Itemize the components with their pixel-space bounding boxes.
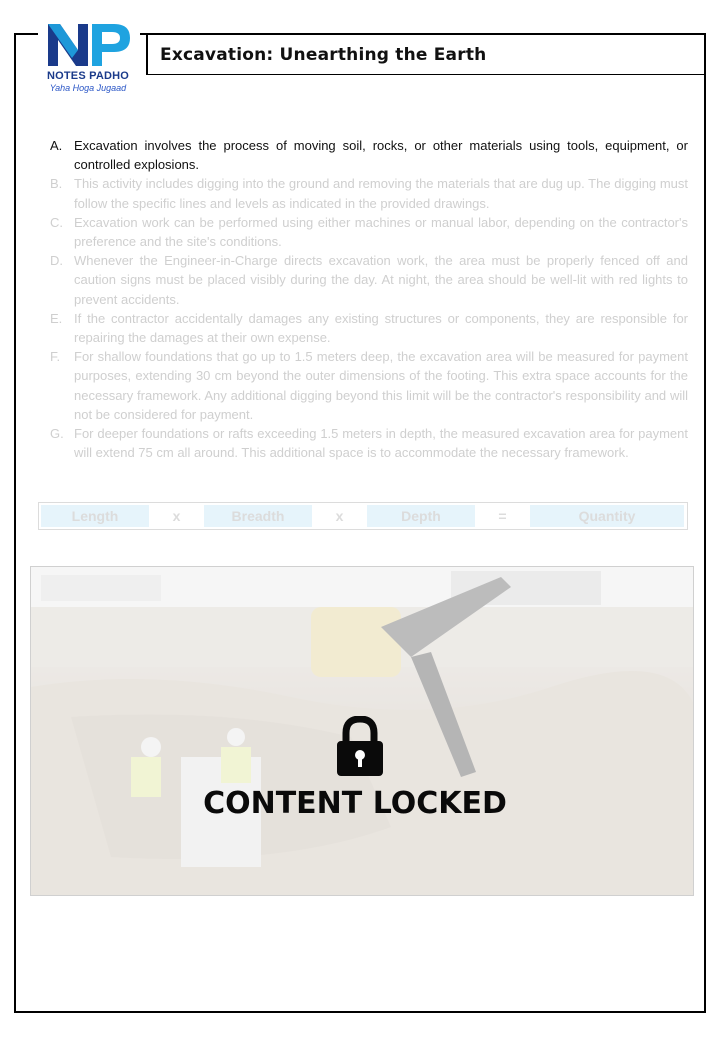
formula-breadth: Breadth [204,505,312,527]
list-marker: A. [50,138,63,153]
list-marker: F. [50,349,61,365]
content-list [50,136,688,462]
list-item-text: Excavation involves the process of moving soil, rocks, or other materials using tools, equipment, or controlled explosions. [74,138,688,173]
brand-logo [38,20,140,94]
list-item-text: Whenever the Engineer-in-Charge directs excavation work, the area must be properly fenced off and caution signs must be placed visibly during the day. At night, the area should be well-lit with red lights to prevent accidents. [74,253,688,307]
brand-name: NOTES PADHO [46,70,130,82]
formula-multiply-1: x [172,508,181,524]
list-item-text: For shallow foundations that go up to 1.5 meters deep, the excavation area will be measured for payment purposes, extending 30 cm beyond the outer dimensions of the footing. This extra space accounts for the necessary framework. Any additional digging beyond this limit will be the contractor's responsibility and will not be considered for payment. [74,349,688,422]
list-marker: G. [50,426,64,442]
brand-tagline: Yaha Hoga Jugaad [49,83,127,93]
list-item [50,309,688,347]
formula-depth: Depth [367,505,475,527]
list-item [50,213,688,251]
list-item-text: This activity includes digging into the ground and removing the materials that are dug up. The digging must follow the specific lines and levels as indicated in the provided drawings. [74,176,688,211]
list-item-text: If the contractor accidentally damages any existing structures or components, they are responsible for repairing the damages at their own expense. [74,310,688,346]
quantity-formula [38,502,688,530]
list-marker: C. [50,214,63,230]
formula-multiply-2: x [335,508,344,524]
page-title: Excavation: Unearthing the Earth [146,35,706,75]
list-marker: B. [50,176,63,192]
list-item [50,251,688,309]
list-item-text: Excavation work can be performed using either machines or manual labor, depending on the contractor's preference and the site's conditions. [74,214,688,250]
formula-equals: = [498,508,507,524]
formula-length: Length [41,505,149,527]
list-item-text: For deeper foundations or rafts exceeding 1.5 meters in depth, the measured excavation area for payment will extend 75 cm all around. This additional space is to accommodate the necessary framework. [74,426,688,461]
list-marker: D. [50,253,63,269]
list-marker: E. [50,310,63,326]
np-logo-icon [44,20,134,70]
list-item [50,424,688,462]
list-item [50,347,688,424]
formula-quantity: Quantity [530,505,684,527]
list-item [50,174,688,212]
content-locked-label: CONTENT LOCKED [203,786,507,821]
lock-icon [336,716,384,778]
list-item [50,136,688,174]
